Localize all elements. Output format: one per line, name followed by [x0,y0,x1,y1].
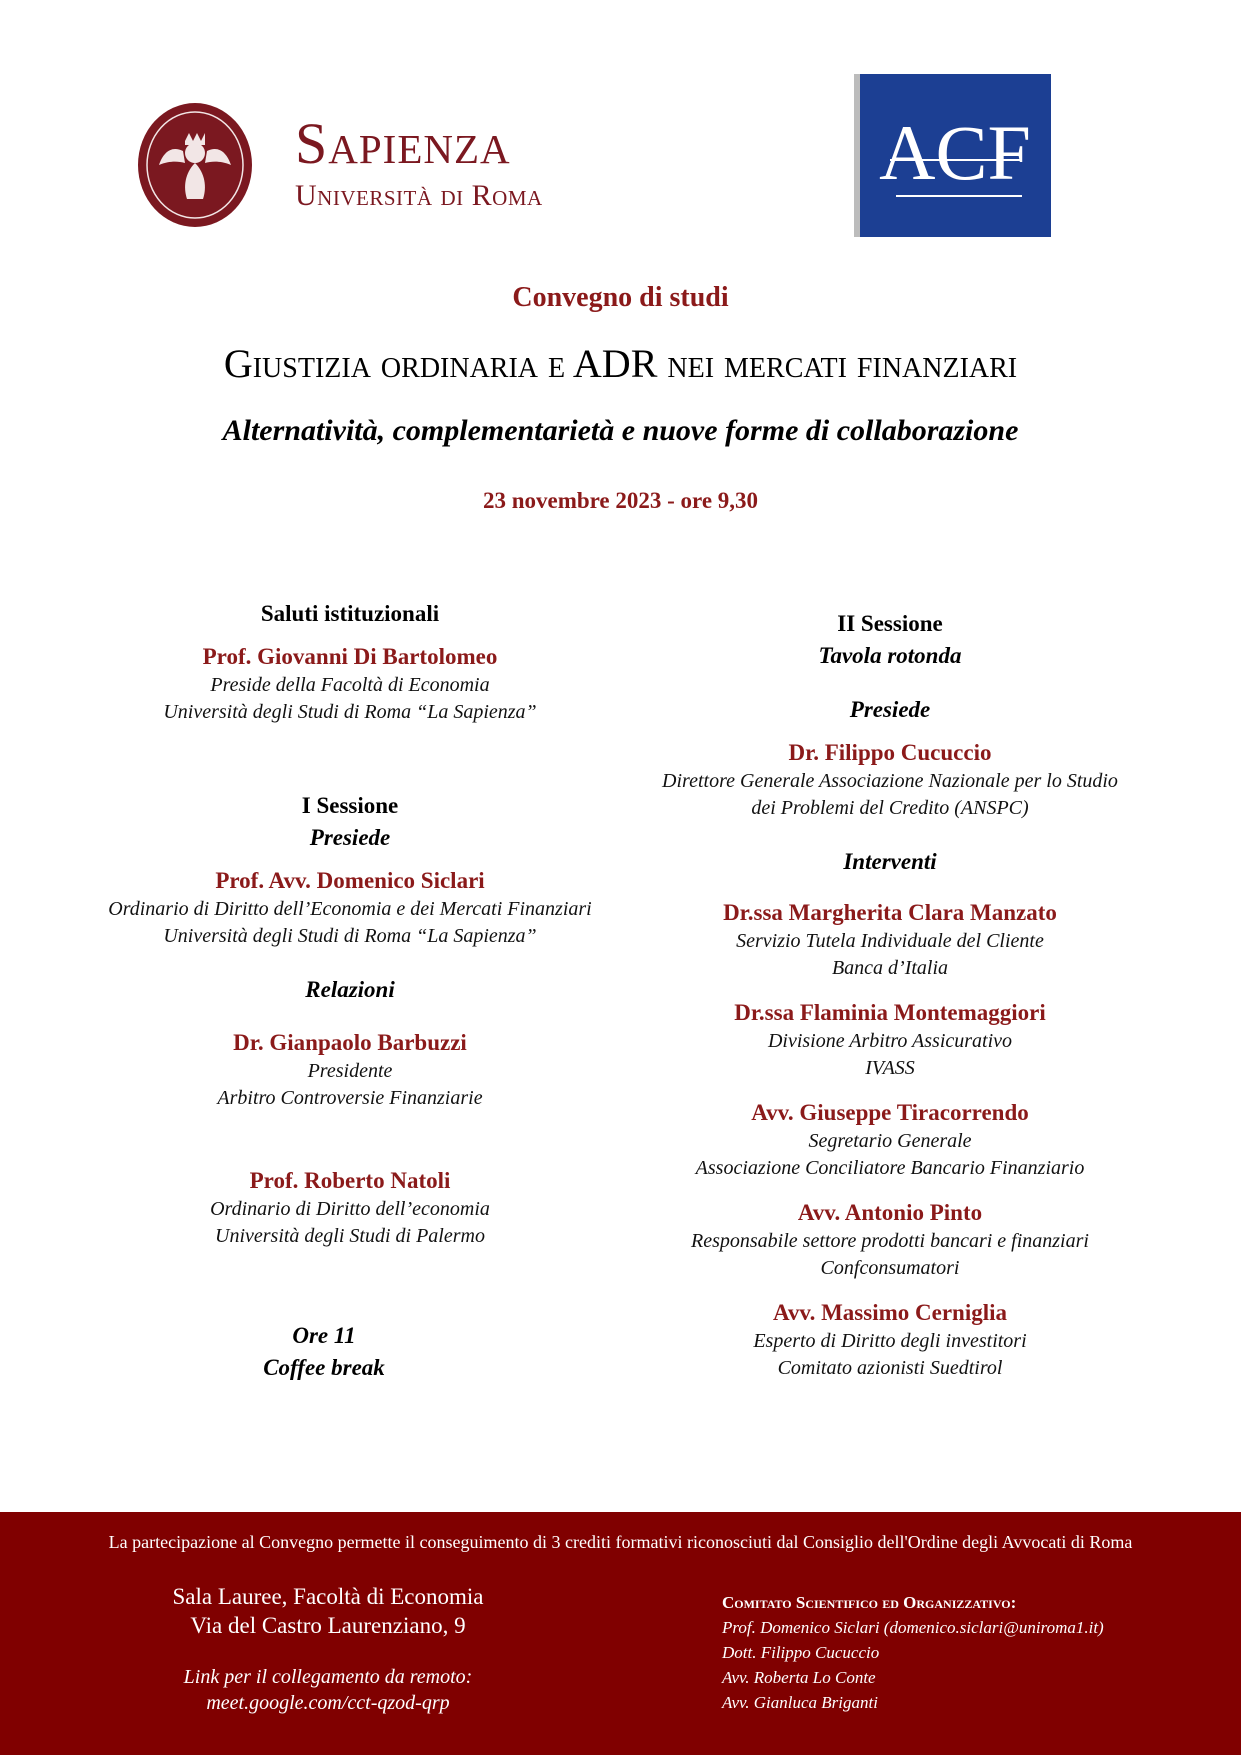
speaker-role: Preside della Facoltà di Economia [210,674,490,696]
remote-label: Link per il collegamento da remoto: [183,1666,473,1688]
credits-notice: La partecipazione al Convegno permette il conseguimento di 3 crediti formativi riconosciuti dal Consiglio dell'Ordine degli Avvocati di Roma [108,1532,1133,1552]
speaker-name: Avv. Massimo Cerniglia [772,1300,1008,1325]
speaker-name: Avv. Giuseppe Tiracorrendo [751,1100,1029,1125]
acf-logo-text: ACF [879,109,1031,196]
speaker-role: Presidente [307,1060,393,1082]
committee [722,1590,1222,1715]
speaker-role: Servizio Tutela Individuale del Cliente [736,930,1044,952]
acf-logo [854,74,1051,237]
speaker-role: Esperto di Diritto degli investitori [753,1330,1027,1352]
interventi-header: Interventi [843,849,937,874]
committee-member: Avv. Roberta Lo Conte [722,1668,876,1687]
sapienza-seal-icon [135,101,255,231]
speaker-name: Prof. Avv. Domenico Siclari [215,868,485,893]
speaker-name: Dr. Gianpaolo Barbuzzi [233,1030,467,1055]
event-subtitle: Alternatività, complementarietà e nuove forme di collaborazione [222,414,1019,447]
speaker-role: Divisione Arbitro Assicurativo [767,1030,1013,1052]
speaker-role: Direttore Generale Associazione Nazionale per lo Studio [662,770,1118,792]
sapienza-name: Sapienza [295,111,511,176]
speaker-role: Ordinario di Diritto dell’Economia e dei Mercati Finanziari [108,898,592,920]
remote-connection [0,1664,656,1716]
speaker-role: Responsabile settore prodotti bancari e finanziari [691,1230,1089,1252]
speaker-name: Dr.ssa Flaminia Montemaggiori [734,1000,1046,1025]
speaker-name: Dr.ssa Margherita Clara Manzato [723,900,1057,925]
speaker-role: Segretario Generale [808,1130,972,1152]
speaker-name: Prof. Giovanni Di Bartolomeo [202,644,498,669]
committee-member: Avv. Gianluca Briganti [722,1693,878,1712]
speaker-affiliation: Università degli Studi di Roma “La Sapienza” [163,701,537,723]
venue [0,1582,656,1640]
session-1-header: I Sessione [301,793,399,818]
speaker-affiliation: Università degli Studi di Palermo [215,1225,485,1247]
sapienza-logo [135,95,605,235]
speaker-affiliation: Comitato azionisti Suedtirol [777,1357,1003,1379]
committee-member: Dott. Filippo Cucuccio [722,1643,880,1662]
session-1-presiede: Presiede [309,825,391,850]
venue-room: Sala Lauree, Facoltà di Economia [172,1584,484,1609]
speaker-affiliation: Arbitro Controversie Finanziarie [217,1087,483,1109]
speaker-affiliation: Confconsumatori [820,1257,960,1279]
acf-logo-icon [860,74,1051,237]
event-date: 23 novembre 2023 - ore 9,30 [482,488,759,513]
speaker-name: Avv. Antonio Pinto [797,1200,983,1225]
speaker-affiliation: IVASS [865,1057,915,1079]
relazioni-header: Relazioni [305,977,395,1002]
session-2-subtitle: Tavola rotonda [818,643,962,668]
program-left-column [40,598,660,1384]
remote-link[interactable]: meet.google.com/cct-qzod-qrp [206,1692,450,1714]
speaker-affiliation: dei Problemi del Credito (ANSPC) [751,797,1029,819]
speaker-name: Dr. Filippo Cucuccio [788,740,992,765]
speaker-role: Ordinario di Diritto dell’economia [210,1198,490,1220]
session-2-header: II Sessione [837,611,943,636]
greetings-header: Saluti istituzionali [260,601,440,626]
page-title: Giustizia ordinaria e ADR nei mercati finanziari [223,341,1018,386]
footer-banner [0,1512,1241,1755]
session-2-presiede: Presiede [849,697,931,722]
venue-address: Via del Castro Laurenziano, 9 [190,1613,466,1638]
speaker-affiliation: Università degli Studi di Roma “La Sapienza” [163,925,537,947]
committee-member: Prof. Domenico Siclari (domenico.siclari@uniroma1.it) [722,1618,1104,1637]
speaker-affiliation: Associazione Conciliatore Bancario Finanziario [695,1157,1085,1179]
program-right-column [620,608,1160,1382]
speaker-affiliation: Banca d’Italia [831,957,949,979]
committee-title: Comitato Scientifico ed Organizzativo: [722,1593,1017,1612]
speaker-name: Prof. Roberto Natoli [249,1168,451,1193]
break-time: Ore 11 [292,1323,356,1348]
event-type: Convegno di studi [512,282,729,313]
sapienza-subtitle: Università di Roma [295,179,543,212]
coffee-break: Coffee break [263,1355,385,1380]
